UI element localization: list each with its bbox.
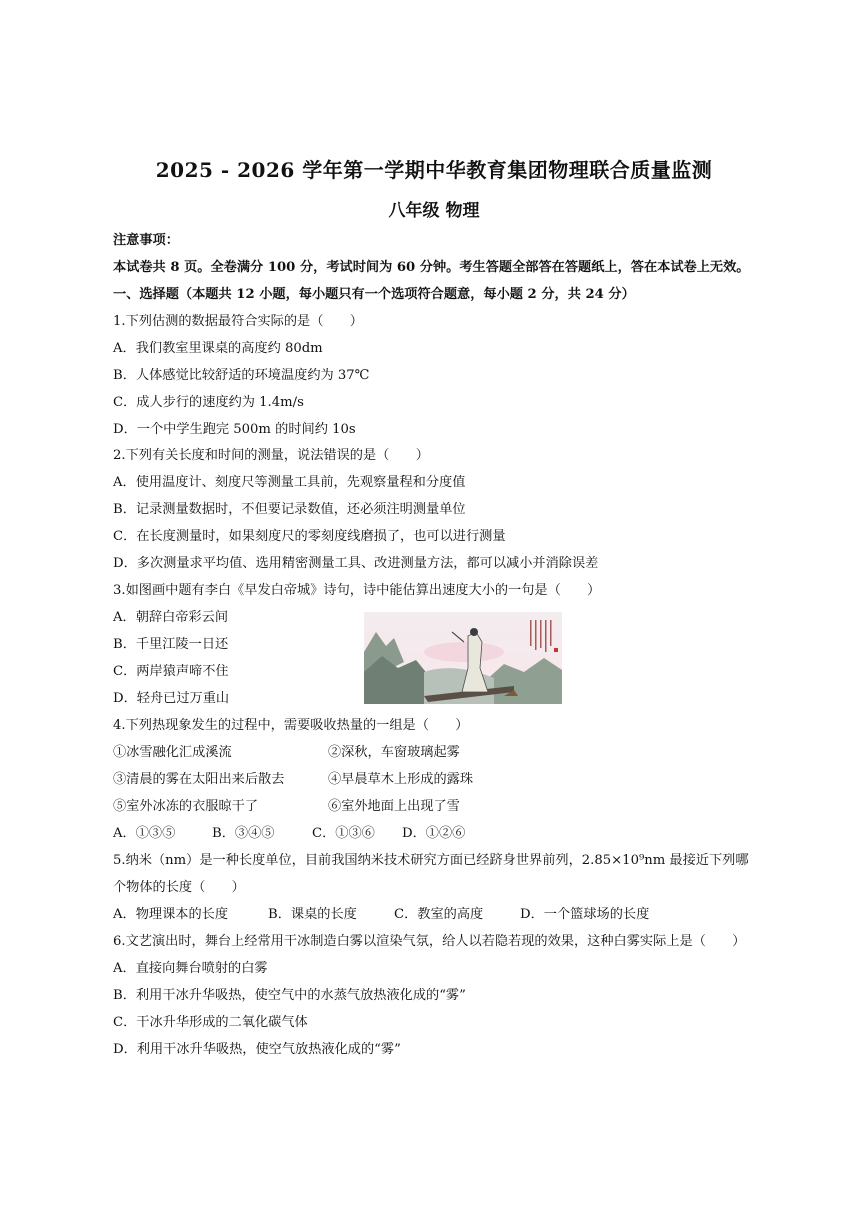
poem-painting-image	[364, 612, 562, 704]
exam-title: 2025 - 2026 学年第一学期中华教育集团物理联合质量监测	[155, 158, 713, 182]
question-1-stem: 1.下列估测的数据最符合实际的是（ ）	[113, 314, 363, 329]
question-4-item-6: ⑥室外地面上出现了雪	[328, 799, 460, 814]
question-4-item-1: ①冰雪融化汇成溪流	[113, 745, 232, 760]
question-4-option-c: C．①③⑥	[312, 826, 375, 841]
question-6-stem: 6.文艺演出时，舞台上经常用干冰制造白雾以渲染气氛，给人以若隐若现的效果，这种白雾实际上是（ ）	[113, 934, 746, 949]
exam-subtitle: 八年级 物理	[388, 201, 480, 221]
notice-heading: 注意事项：	[113, 233, 179, 248]
question-3-stem: 3.如图画中题有李白《早发白帝城》诗句，诗中能估算出速度大小的一句是（ ）	[113, 583, 601, 598]
question-4-stem: 4.下列热现象发生的过程中，需要吸收热量的一组是（ ）	[113, 718, 469, 733]
question-4-item-5: ⑤室外冰冻的衣服晾干了	[113, 799, 259, 814]
question-1-option-c: C．成人步行的速度约为 1.4m/s	[113, 395, 304, 410]
question-1-option-b: B．人体感觉比较舒适的环境温度约为 37℃	[113, 368, 370, 383]
question-5-option-a: A．物理课本的长度	[113, 907, 229, 922]
question-4-option-b: B．③④⑤	[212, 826, 275, 841]
question-5-stem-continued: 个物体的长度（ ）	[113, 880, 245, 895]
section-heading: 一、选择题（本题共 12 小题，每小题只有一个选项符合题意，每小题 2 分，共 24 分）	[113, 287, 635, 302]
question-6-option-a: A．直接向舞台喷射的白雾	[113, 961, 268, 976]
notice-text: 本试卷共 8 页。全卷满分 100 分，考试时间为 60 分钟。考生答题全部答在答题纸上，答在本试卷上无效。	[113, 260, 750, 275]
question-5-option-d: D．一个篮球场的长度	[520, 907, 650, 922]
question-2-option-b: B．记录测量数据时，不但要记录数值，还必须注明测量单位	[113, 502, 466, 517]
question-3-option-b: B．千里江陵一日还	[113, 637, 229, 652]
question-3-option-a: A．朝辞白帝彩云间	[113, 610, 229, 625]
question-4-option-d: D．①②⑥	[402, 826, 466, 841]
question-2-stem: 2.下列有关长度和时间的测量，说法错误的是（ ）	[113, 448, 429, 463]
question-5-stem: 5.纳米（nm）是一种长度单位，目前我国纳米技术研究方面已经跻身世界前列，2.85×10⁹nm 最接近下列哪	[113, 853, 749, 868]
question-3-option-c: C．两岸猿声啼不住	[113, 664, 229, 679]
question-2-option-c: C．在长度测量时，如果刻度尺的零刻度线磨损了，也可以进行测量	[113, 529, 506, 544]
question-2-option-a: A．使用温度计、刻度尺等测量工具前，先观察量程和分度值	[113, 475, 466, 490]
question-1-option-a: A．我们教室里课桌的高度约 80dm	[113, 341, 323, 356]
question-5-option-c: C．教室的高度	[394, 907, 484, 922]
question-4-option-a: A．①③⑤	[113, 826, 176, 841]
question-1-option-d: D．一个中学生跑完 500m 的时间约 10s	[113, 422, 356, 437]
question-3-option-d: D．轻舟已过万重山	[113, 691, 230, 706]
question-4-item-3: ③清晨的雾在太阳出来后散去	[113, 772, 285, 787]
question-6-option-c: C．干冰升华形成的二氧化碳气体	[113, 1015, 308, 1030]
question-6-option-b: B．利用干冰升华吸热，使空气中的水蒸气放热液化成的“雾”	[113, 988, 466, 1003]
question-4-item-4: ④早晨草木上形成的露珠	[328, 772, 474, 787]
question-6-option-d: D．利用干冰升华吸热，使空气放热液化成的“雾”	[113, 1042, 401, 1057]
question-2-option-d: D．多次测量求平均值、选用精密测量工具、改进测量方法，都可以减小并消除误差	[113, 556, 599, 571]
question-5-option-b: B．课桌的长度	[268, 907, 357, 922]
question-4-item-2: ②深秋，车窗玻璃起雾	[328, 745, 460, 760]
